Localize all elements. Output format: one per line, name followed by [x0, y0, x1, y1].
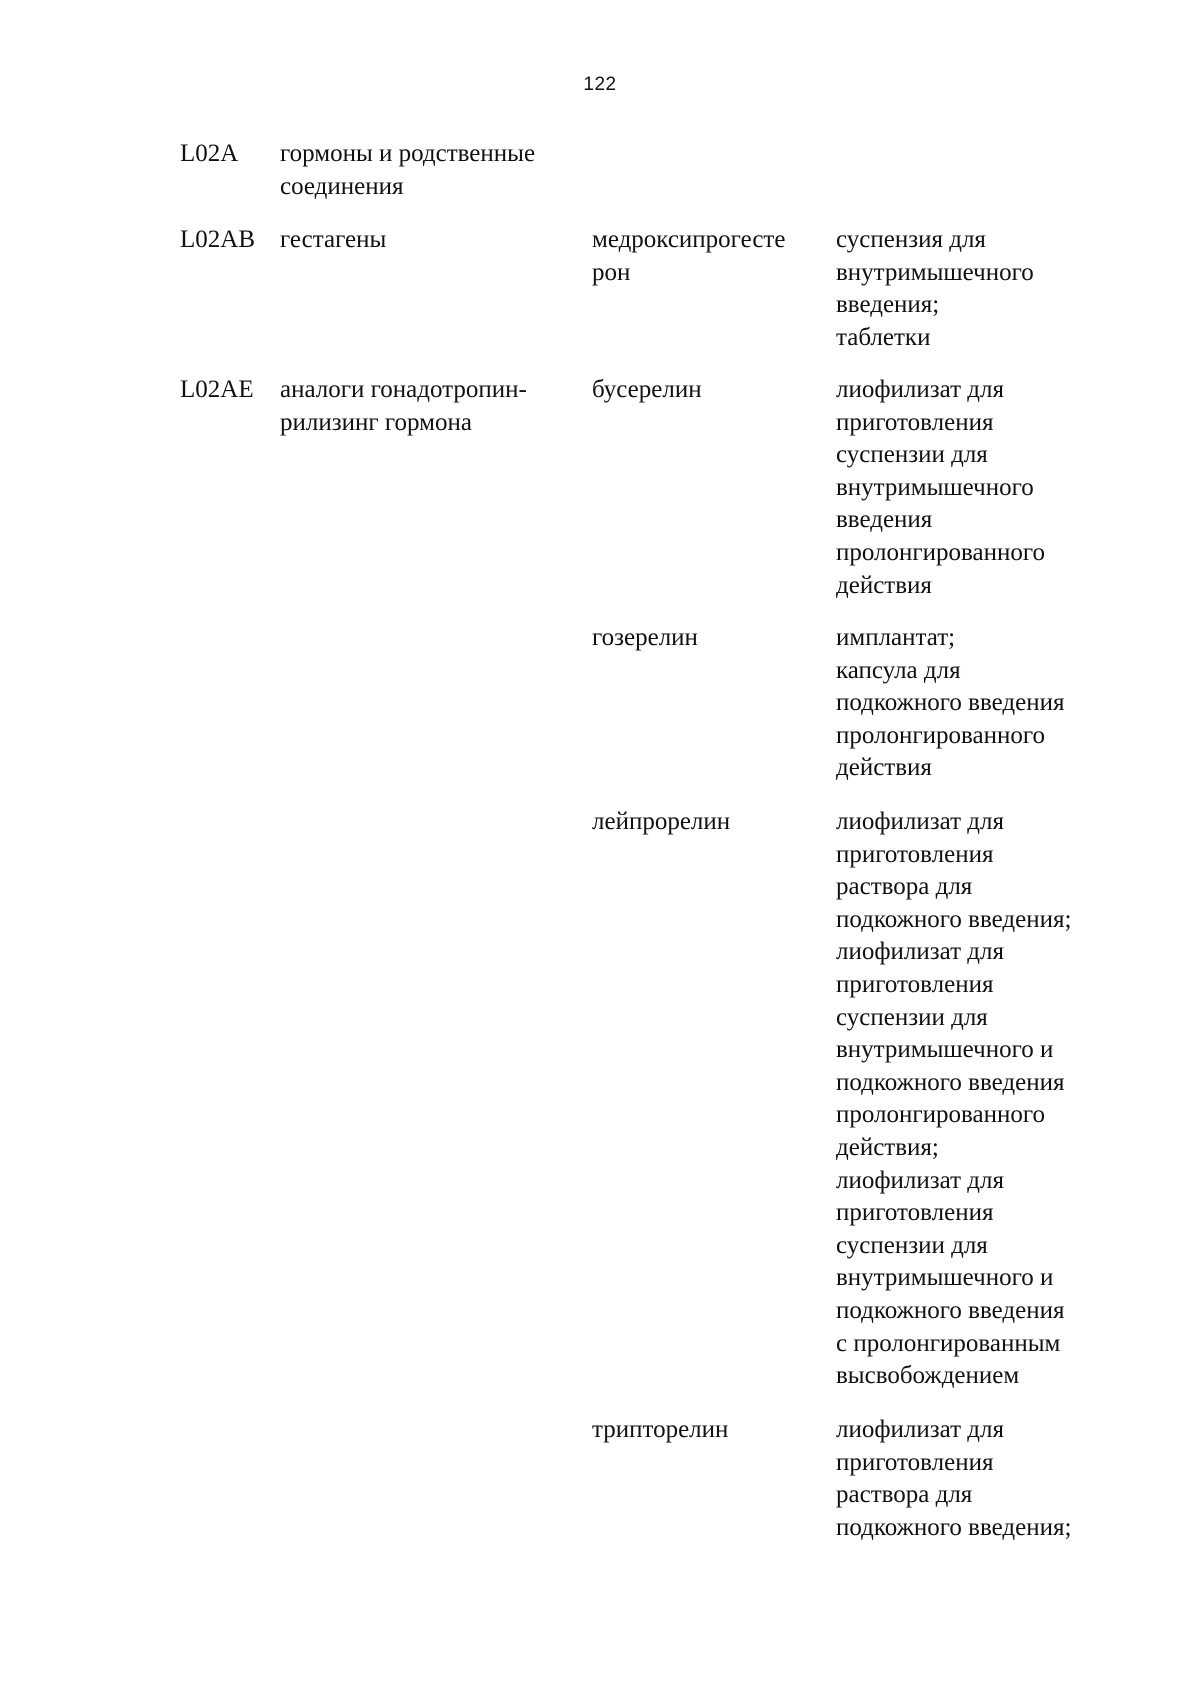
dosage-form: лиофилизат для приготовления раствора для подкожного введения; лиофилизат для приготовления суспензии для внутримышечного и подкожного введения пролонгированного действия; лиофилизат для приготовления суспензии для внутримышечного и подкожного введения с пролонгированным высвобождением	[836, 808, 1072, 1390]
drug-name: лейпрорелин	[592, 808, 731, 835]
dosage-form: лиофилизат для приготовления раствора для подкожного введения;	[836, 1416, 1072, 1541]
pharmacological-group: гормоны и родственные соединения	[280, 140, 536, 200]
atc-code: L02A	[180, 140, 239, 167]
atc-code: L02AB	[180, 226, 255, 253]
pharmacological-group: гестагены	[280, 226, 387, 253]
page-number: 122	[583, 74, 617, 95]
pharmacological-group: аналоги гонадотропин- рилизинг гормона	[280, 376, 527, 436]
dosage-form: лиофилизат для приготовления суспензии для внутримышечного введения пролонгированного действия	[836, 376, 1045, 599]
atc-code: L02AE	[180, 376, 254, 403]
drug-name: трипторелин	[592, 1416, 729, 1443]
drug-name: гозерелин	[592, 624, 698, 651]
dosage-form: имплантат; капсула для подкожного введения пролонгированного действия	[836, 624, 1065, 782]
drug-name: бусерелин	[592, 376, 702, 403]
dosage-form: суспензия для внутримышечного введения; таблетки	[836, 226, 1034, 351]
drug-name: медроксипрогесте рон	[592, 226, 786, 286]
